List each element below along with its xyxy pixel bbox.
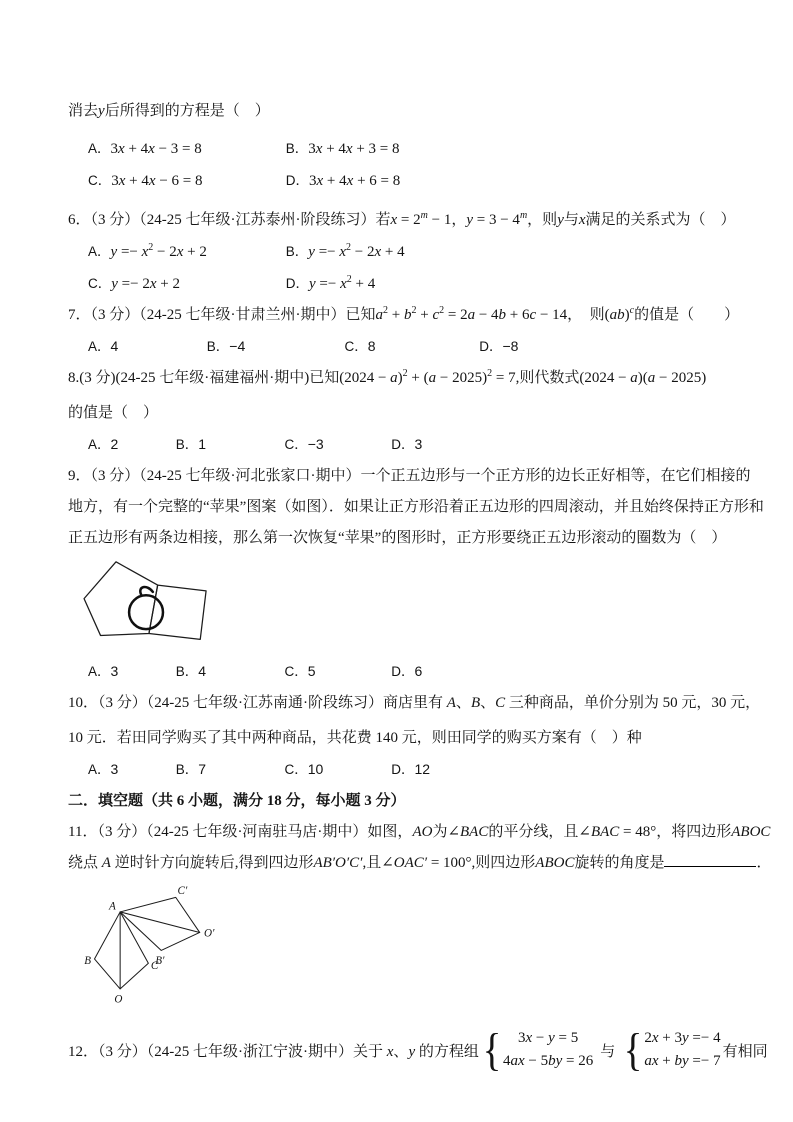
- text-run: 2: [148, 242, 154, 253]
- text-run: 4: [502, 1053, 511, 1069]
- text-run: 2: [439, 305, 445, 316]
- text-run: = 5: [554, 1030, 579, 1046]
- option-letter: A．: [88, 762, 111, 777]
- option-letter: B．: [285, 141, 309, 156]
- q6-option-b: [286, 236, 405, 268]
- pentagon-outline: [84, 562, 158, 636]
- text-run: m: [420, 210, 428, 221]
- apple-body: [129, 595, 163, 629]
- option-letter: D．: [391, 762, 415, 777]
- section2-title: 二．填空题（共 6 小题，满分 18 分，每小题 3 分）: [68, 793, 406, 809]
- q8-option-a: [88, 429, 172, 461]
- q8-line-2: 的值是（ ）: [68, 405, 159, 421]
- label-C: C: [150, 960, 159, 973]
- text-run: 、: [455, 695, 471, 711]
- text-run: 的值是（ ）: [634, 307, 740, 323]
- text-run: + 4: [381, 244, 405, 260]
- text-run: − 2: [153, 244, 177, 260]
- text-run: c: [529, 307, 537, 323]
- text-run: y: [309, 276, 316, 292]
- q12-pre-text: [68, 1040, 479, 1061]
- text-run: a: [644, 1053, 652, 1069]
- text-run: =− 7: [688, 1053, 721, 1069]
- text-run: + 4: [323, 173, 347, 189]
- q6-options-row-2: [68, 268, 737, 300]
- option-value: 2: [110, 436, 119, 452]
- option-value: 3: [110, 663, 119, 679]
- option-value: −8: [502, 338, 519, 354]
- q7-stem: [68, 300, 740, 331]
- equation: [644, 1050, 720, 1073]
- text-run: =−: [117, 244, 142, 260]
- text-run: +: [658, 1053, 675, 1069]
- q7-option-d: [479, 331, 518, 363]
- text-run: c: [432, 307, 440, 323]
- text-run: 2: [346, 274, 352, 285]
- option-letter: C．: [88, 173, 112, 188]
- option-value: −4: [229, 338, 246, 354]
- text-run: a: [647, 370, 656, 386]
- quadrilateral-ABOC: [94, 912, 148, 989]
- text-run: ): [624, 307, 630, 323]
- text-run: ．: [756, 855, 772, 871]
- text-run: x: [176, 244, 184, 260]
- text-run: x: [651, 1053, 659, 1069]
- q8-option-c: [285, 429, 388, 461]
- text-run: C: [495, 695, 506, 711]
- option-value: 4: [198, 663, 207, 679]
- text-run: 2: [402, 368, 408, 379]
- option-value: 12: [414, 761, 431, 777]
- option-letter: D．: [391, 664, 415, 679]
- text-run: 2: [383, 305, 388, 316]
- text-run: = 2: [397, 212, 421, 228]
- text-run: x: [525, 1030, 533, 1046]
- text-run: 满足的关系式为（ ）: [585, 212, 736, 228]
- q9-line-2: 地方，有一个完整的“苹果”图案（如图）．如果让正方形沿着正五边形的四周滚动，并且始终保持正方形和: [68, 499, 764, 515]
- rotation-quadrilateral-figure: [68, 882, 233, 1012]
- text-run: 6．（3 分）（24-25 七年级·江苏泰州·阶段练习）若: [68, 212, 391, 228]
- text-run: 为∠: [432, 824, 461, 840]
- q5-option-b: [286, 133, 400, 165]
- text-run: +: [416, 307, 433, 323]
- option-letter: B．: [206, 339, 230, 354]
- option-value: [111, 141, 202, 157]
- equation: [644, 1027, 720, 1050]
- text-run: − 3 = 8: [154, 141, 202, 157]
- q9-option-b: [176, 656, 281, 688]
- text-run: ab: [609, 307, 625, 323]
- text-run: b: [498, 307, 507, 323]
- text-run: − 2: [351, 244, 375, 260]
- q9-option-d: [391, 656, 422, 688]
- option-value: [309, 173, 400, 189]
- text-run: a: [467, 307, 476, 323]
- q5-options-row-1: [68, 133, 737, 165]
- text-run: − 2025): [655, 370, 707, 386]
- text-run: x: [345, 141, 353, 157]
- text-run: )(: [637, 370, 648, 386]
- q6-option-c: [88, 268, 282, 300]
- text-run: [664, 851, 756, 867]
- text-run: y: [682, 1030, 689, 1046]
- q9-option-a: [88, 656, 172, 688]
- text-run: − 2025): [436, 370, 488, 386]
- text-run: +: [388, 307, 404, 323]
- q7-option-c: [345, 331, 476, 363]
- text-run: a: [630, 370, 638, 386]
- q10-line-1: [68, 688, 761, 719]
- text-run: + 6 = 8: [353, 173, 401, 189]
- text-run: = 100°,则四边形: [427, 855, 536, 871]
- option-letter: D．: [479, 339, 503, 354]
- option-letter: B．: [175, 664, 199, 679]
- text-run: − 1，: [427, 212, 467, 228]
- text-run: = 3 − 4: [473, 212, 520, 228]
- text-run: ,且∠: [362, 855, 394, 871]
- text-run: x: [118, 141, 125, 157]
- text-run: AB′O′C′: [313, 855, 363, 871]
- option-letter: A．: [88, 244, 111, 259]
- text-run: y: [682, 1053, 689, 1069]
- text-run: x: [148, 173, 156, 189]
- q12-conjunction: 与: [600, 1043, 616, 1060]
- text-run: + 2: [183, 244, 207, 260]
- option-value: 3: [110, 761, 119, 777]
- label-A: A: [109, 900, 116, 913]
- text-run: x: [390, 212, 398, 228]
- label-B-prime: B′: [155, 955, 165, 968]
- q5-options-row-2: [68, 165, 737, 197]
- text-run: a: [510, 1053, 518, 1069]
- q9-line-1: 9．（3 分）（24-25 七年级·河北张家口·期中）一个正五边形与一个正方形的边长正好相等，在它们相接的: [68, 468, 751, 484]
- q12-system-1: [481, 1024, 594, 1076]
- q11-line-2: [68, 848, 772, 879]
- q8-line-1: [68, 363, 737, 394]
- option-value: 7: [198, 761, 207, 777]
- text-run: y: [98, 103, 105, 119]
- text-run: ABOC: [731, 824, 771, 840]
- text-run: 的平分线，且∠: [488, 824, 591, 840]
- text-run: −: [532, 1030, 549, 1046]
- label-O-prime: O′: [203, 927, 215, 940]
- q8-options-row: [68, 429, 737, 461]
- text-run: 2: [487, 368, 493, 379]
- q9-option-c: [285, 656, 388, 688]
- text-run: + 4: [322, 141, 346, 157]
- text-run: − 5: [524, 1053, 549, 1069]
- text-run: 三种商品，单价分别为 50 元，30 元，: [505, 695, 761, 711]
- text-run: 的方程组: [415, 1043, 479, 1060]
- option-value: [111, 276, 180, 292]
- text-run: x: [118, 173, 126, 189]
- text-run: y: [308, 244, 315, 260]
- option-letter: B．: [175, 762, 199, 777]
- option-letter: C．: [88, 276, 112, 291]
- text-run: x: [315, 141, 323, 157]
- text-run: x: [316, 173, 324, 189]
- text-run: − 6 = 8: [155, 173, 203, 189]
- text-run: BAC: [460, 824, 489, 840]
- q12-stem: [68, 1019, 768, 1081]
- text-run: x: [517, 1053, 525, 1069]
- q7-option-b: [207, 331, 341, 363]
- text-run: x: [148, 141, 155, 157]
- text-run: m: [519, 210, 528, 221]
- q10-option-a: [88, 754, 172, 786]
- text-run: 旋转的角度是: [574, 855, 665, 871]
- text-run: y: [548, 1030, 555, 1046]
- text-run: a: [428, 370, 437, 386]
- option-value: [308, 141, 399, 157]
- label-C-prime: C′: [177, 884, 188, 897]
- option-value: 4: [110, 338, 119, 354]
- option-letter: D．: [391, 437, 415, 452]
- q10-options-row: [68, 754, 737, 786]
- q10-option-b: [176, 754, 281, 786]
- q5-option-c: [88, 165, 282, 197]
- text-run: = 7,则代数式(2024 −: [492, 370, 631, 386]
- text-run: =− 4: [688, 1030, 721, 1046]
- text-run: A: [446, 695, 456, 711]
- text-run: =−: [315, 276, 341, 292]
- text-run: 7．（3 分）（24-25 七年级·甘肃兰州·期中）已知: [68, 307, 376, 323]
- text-run: x: [386, 1043, 394, 1060]
- text-run: 2: [346, 242, 352, 253]
- equation: [503, 1027, 593, 1050]
- equation: [503, 1050, 593, 1073]
- left-brace: {: [482, 1024, 502, 1076]
- apple-stem: [140, 587, 153, 595]
- option-value: 3: [414, 436, 423, 452]
- option-value: 6: [414, 663, 423, 679]
- text-run: 3: [517, 1030, 526, 1046]
- q9-options-row: [68, 656, 737, 688]
- text-run: y: [466, 212, 474, 228]
- text-run: x: [374, 244, 382, 260]
- pentagon-square-apple-figure: [72, 557, 222, 649]
- q10-line-2: 10 元．若田同学购买了其中两种商品，共花费 140 元，则田同学的购买方案有（ ）种: [68, 730, 642, 746]
- text-run: 11．（3 分）（24-25 七年级·河南驻马店·期中）如图，: [68, 824, 413, 840]
- option-letter: D．: [285, 173, 309, 188]
- q8-option-b: [176, 429, 281, 461]
- q6-option-d: [286, 268, 375, 300]
- text-run: − 4: [475, 307, 499, 323]
- option-letter: A．: [88, 664, 111, 679]
- text-run: 12．（3 分）（24-25 七年级·浙江宁波·期中）关于: [68, 1043, 387, 1060]
- text-run: c: [629, 305, 635, 316]
- text-run: OAC′: [393, 855, 428, 871]
- text-run: y: [557, 212, 564, 228]
- text-run: ，则: [527, 212, 558, 228]
- q6-option-a: [88, 236, 282, 268]
- text-run: + 2: [156, 276, 180, 292]
- text-run: + (: [407, 370, 429, 386]
- text-run: ): [397, 370, 403, 386]
- text-run: 3: [111, 173, 119, 189]
- text-run: B: [470, 695, 481, 711]
- option-value: 5: [307, 663, 316, 679]
- text-run: 8.(3 分)(24-25 七年级·福建福州·期中)已知(2024 −: [68, 370, 391, 386]
- text-run: y: [111, 276, 118, 292]
- q8-option-d: [391, 429, 422, 461]
- text-run: ABOC: [535, 855, 575, 871]
- label-B: B: [84, 955, 92, 968]
- text-run: x: [149, 276, 157, 292]
- option-letter: A．: [88, 141, 111, 156]
- q9-figure: [72, 557, 737, 654]
- text-run: b: [674, 1053, 682, 1069]
- q7-options-row: [68, 331, 737, 363]
- option-value: [309, 276, 375, 292]
- text-run: 、: [480, 695, 496, 711]
- text-run: AO: [412, 824, 433, 840]
- q10-option-c: [285, 754, 388, 786]
- text-run: 3: [308, 141, 316, 157]
- text-run: 3: [110, 141, 119, 157]
- text-run: =− 2: [117, 276, 150, 292]
- q5-stem: [68, 96, 737, 127]
- option-letter: C．: [344, 339, 368, 354]
- q10-option-d: [391, 754, 430, 786]
- q6-options-row-1: [68, 236, 737, 268]
- q5-option-d: [286, 165, 400, 197]
- q12-system-1-equations: [503, 1027, 593, 1073]
- option-value: [111, 173, 202, 189]
- option-letter: A．: [88, 339, 111, 354]
- option-value: [111, 244, 207, 260]
- text-run: =−: [314, 244, 340, 260]
- text-run: 消去: [68, 103, 99, 119]
- option-value: 8: [367, 338, 376, 354]
- text-run: x: [651, 1030, 659, 1046]
- q6-stem: [68, 205, 737, 236]
- option-value: 1: [198, 436, 207, 452]
- text-run: y: [555, 1053, 563, 1069]
- left-brace: {: [623, 1024, 643, 1076]
- q11-figure: [68, 882, 737, 1017]
- text-run: 后所得到的方程是（ ）: [104, 103, 270, 119]
- text-run: a: [375, 307, 383, 323]
- text-run: + 4: [124, 141, 149, 157]
- option-value: [308, 244, 404, 260]
- option-letter: C．: [284, 437, 308, 452]
- quadrilateral-ABpOpCp: [120, 897, 200, 950]
- text-run: = 48°，将四边形: [619, 824, 732, 840]
- text-run: = 2: [444, 307, 468, 323]
- text-run: x: [346, 173, 354, 189]
- option-letter: C．: [284, 664, 308, 679]
- text-run: b: [403, 307, 412, 323]
- text-run: b: [548, 1053, 556, 1069]
- q12-system-2-equations: [644, 1027, 720, 1073]
- text-run: 逆时针方向旋转后,得到四边形: [110, 855, 314, 871]
- text-run: x: [340, 276, 347, 292]
- text-run: − 14， 则(: [536, 307, 610, 323]
- text-run: A: [101, 855, 111, 871]
- option-letter: C．: [284, 762, 308, 777]
- q5-option-a: [88, 133, 282, 165]
- text-run: 2: [644, 1030, 652, 1046]
- text-run: 、: [393, 1043, 409, 1060]
- text-run: y: [408, 1043, 416, 1060]
- option-value: 10: [307, 761, 324, 777]
- text-run: + 6: [506, 307, 530, 323]
- text-run: x: [578, 212, 586, 228]
- option-letter: D．: [285, 276, 309, 291]
- option-letter: A．: [88, 437, 111, 452]
- text-run: + 4: [351, 276, 376, 292]
- text-run: 与: [563, 212, 579, 228]
- q9-line-3: 正五边形有两条边相接，那么第一次恢复“苹果”的图形时，正方形要绕正五边形滚动的圈数为（ ）: [68, 530, 727, 546]
- text-run: = 26: [562, 1053, 594, 1069]
- option-letter: B．: [175, 437, 199, 452]
- text-run: 绕点: [68, 855, 102, 871]
- square-outline: [149, 585, 206, 639]
- q7-option-a: [88, 331, 203, 363]
- text-run: y: [110, 244, 118, 260]
- option-value: −3: [307, 436, 324, 452]
- q12-system-2: [622, 1024, 721, 1076]
- text-run: a: [390, 370, 398, 386]
- text-run: x: [141, 244, 149, 260]
- text-run: + 4: [125, 173, 149, 189]
- q12-post-text: 有相同: [722, 1043, 768, 1060]
- text-run: 3: [309, 173, 317, 189]
- text-run: 2: [411, 305, 417, 316]
- text-run: x: [339, 244, 347, 260]
- text-run: BAC: [590, 824, 620, 840]
- label-O: O: [114, 993, 123, 1006]
- q11-line-1: [68, 817, 771, 848]
- option-letter: B．: [285, 244, 309, 259]
- text-run: + 3 = 8: [352, 141, 400, 157]
- text-run: 10．（3 分）（24-25 七年级·江苏南通·阶段练习）商店里有: [68, 695, 447, 711]
- text-run: + 3: [658, 1030, 682, 1046]
